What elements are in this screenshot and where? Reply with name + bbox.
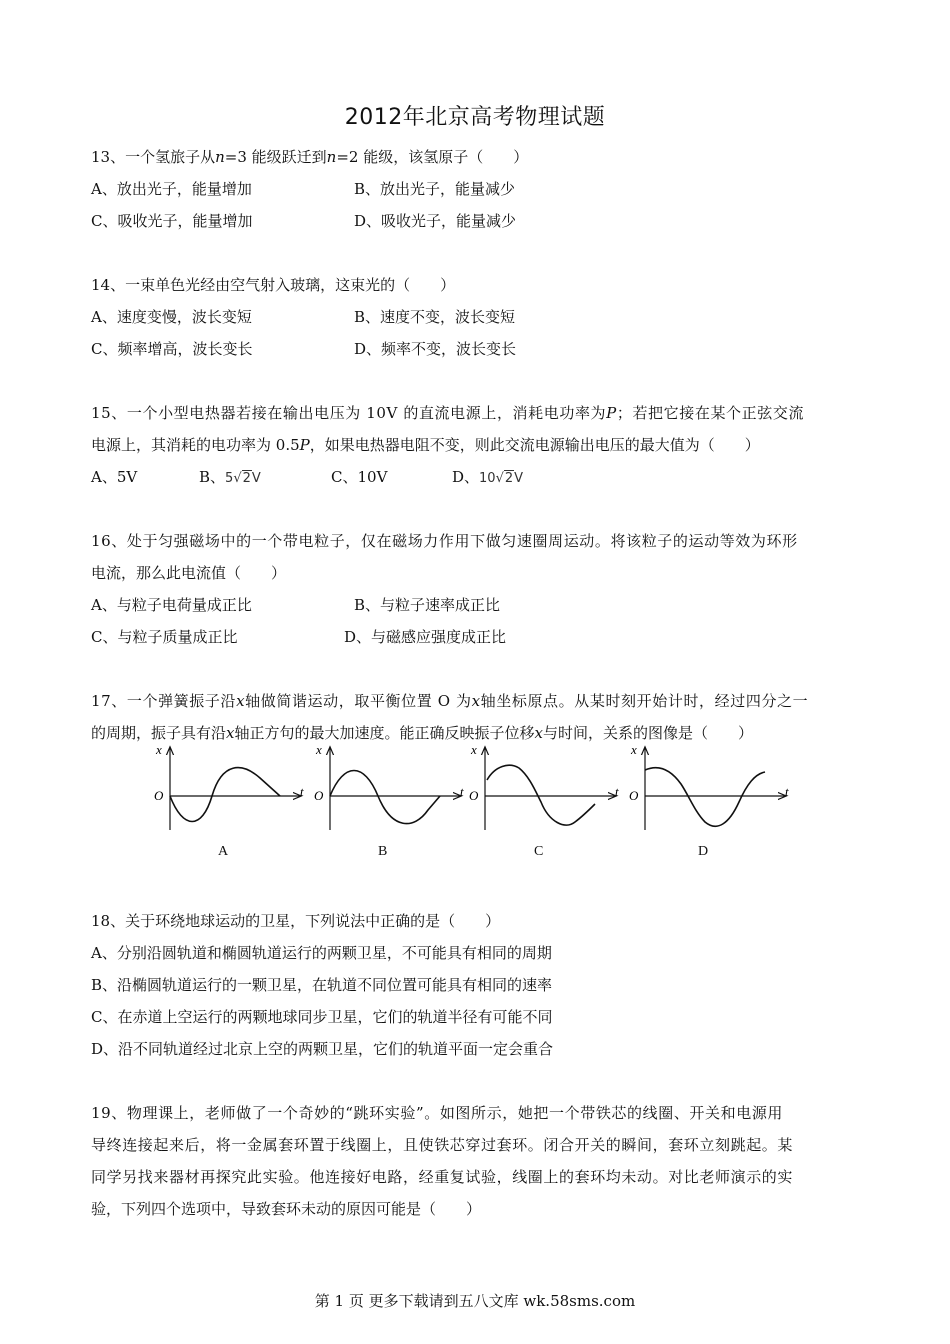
q14-stem: 14、一束单色光经由空气射入玻璃，这束光的（ ） (91, 276, 456, 294)
page-footer: 第 1 页 更多下载请到五八文库 wk.58sms.com (314, 1292, 636, 1310)
sqrt-expression: 5√2V (225, 471, 261, 486)
q15-option-d: D、10√2V (452, 468, 524, 486)
q14-option-b: B、速度不变，波长变短 (354, 308, 516, 326)
axis-label-t: t (615, 784, 619, 799)
graph-label-a: A (218, 844, 229, 859)
axis-label-x: x (316, 742, 322, 757)
graph-label-b: B (378, 844, 388, 859)
q16-option-d: D、与磁感应强度成正比 (344, 628, 507, 646)
q19-stem-line3: 同学另找来器材再探究此实验。他连接好电路，经重复试验，线圈上的套环均未动。对比老师演示的实 (91, 1168, 794, 1186)
axis-label-t: t (460, 784, 464, 799)
q18-option-c: C、在赤道上空运行的两颗地球同步卫星，它们的轨道半径有可能不同 (91, 1008, 553, 1026)
q13-option-b: B、放出光子，能量减少 (354, 180, 516, 198)
origin-label: O (469, 788, 479, 803)
q16-stem-line2: 电流，那么此电流值（ ） (91, 564, 287, 582)
q17-stem-line1: 17、一个弹簧振子沿x轴做简谐运动，取平衡位置 O 为x轴坐标原点。从某时刻开始计时，经过四分之一 (91, 692, 809, 710)
q13-option-d: D、吸收光子，能量减少 (354, 212, 517, 230)
axis-label-x: x (471, 742, 477, 757)
q14-option-a: A、速度变慢，波长变短 (91, 308, 252, 326)
sqrt-expression: 10√2V (479, 471, 524, 486)
axis-label-t: t (785, 784, 789, 799)
q16-option-b: B、与粒子速率成正比 (354, 596, 501, 614)
q13-stem: 13、一个氢旅子从n=3 能级跃迁到n=2 能级，该氢原子（ ） (91, 148, 529, 166)
graph-d (625, 740, 795, 840)
axis-label-x: x (156, 742, 162, 757)
q18-option-b: B、沿椭圆轨道运行的一颗卫星，在轨道不同位置可能具有相同的速率 (91, 976, 553, 994)
q13-option-a: A、放出光子，能量增加 (91, 180, 252, 198)
q19-stem-line2: 导终连接起来后，将一金属套环置于线圈上，且使铁芯穿过套环。闭合开关的瞬间，套环立刻跳起。某 (91, 1136, 794, 1154)
q15-option-c: C、10V (331, 468, 388, 486)
q17-stem-line2: 的周期，振子具有沿x轴正方句的最大加速度。能正确反映振子位移x与时间，关系的图像是（ ） (91, 724, 753, 742)
graph-a (150, 740, 310, 840)
graph-c (465, 740, 625, 840)
origin-label: O (154, 788, 164, 803)
origin-label: O (314, 788, 324, 803)
q15-option-b: B、5√2V (199, 468, 261, 486)
page-title: 2012年北京高考物理试题 (344, 105, 606, 130)
graph-label-d: D (698, 844, 709, 859)
q15-stem-line1: 15、一个小型电热器若接在输出电压为 10V 的直流电源上，消耗电功率为P；若把它接在某个正弦交流 (91, 404, 805, 422)
q14-option-d: D、频率不变，波长变长 (354, 340, 517, 358)
graph-b (310, 740, 470, 840)
axis-label-x: x (631, 742, 637, 757)
q16-option-a: A、与粒子电荷量成正比 (91, 596, 252, 614)
q18-stem: 18、关于环绕地球运动的卫星，下列说法中正确的是（ ） (91, 912, 501, 930)
origin-label: O (629, 788, 639, 803)
q13-option-c: C、吸收光子，能量增加 (91, 212, 253, 230)
q15-option-a: A、5V (91, 468, 138, 486)
q14-option-c: C、频率增高，波长变长 (91, 340, 253, 358)
q15-stem-line2: 电源上，其消耗的电功率为 0.5P，如果电热器电阻不变，则此交流电源输出电压的最大值为（ ） (91, 436, 760, 454)
q16-stem-line1: 16、处于匀强磁场中的一个带电粒子，仅在磁场力作用下做匀速圈周运动。将该粒子的运动等效为环形 (91, 532, 798, 550)
q16-option-c: C、与粒子质量成正比 (91, 628, 238, 646)
q18-option-a: A、分别沿圆轨道和椭圆轨道运行的两颗卫星，不可能具有相同的周期 (91, 944, 552, 962)
q19-stem-line4: 验，下列四个选项中，导致套环未动的原因可能是（ ） (91, 1200, 482, 1218)
q19-stem-line1: 19、物理课上，老师做了一个奇妙的“跳环实验”。如图所示，她把一个带铁芯的线圈、开关和电源用 (91, 1104, 784, 1122)
axis-label-t: t (300, 784, 304, 799)
graph-label-c: C (534, 844, 544, 859)
q18-option-d: D、沿不同轨道经过北京上空的两颗卫星，它们的轨道平面一定会重合 (91, 1040, 554, 1058)
